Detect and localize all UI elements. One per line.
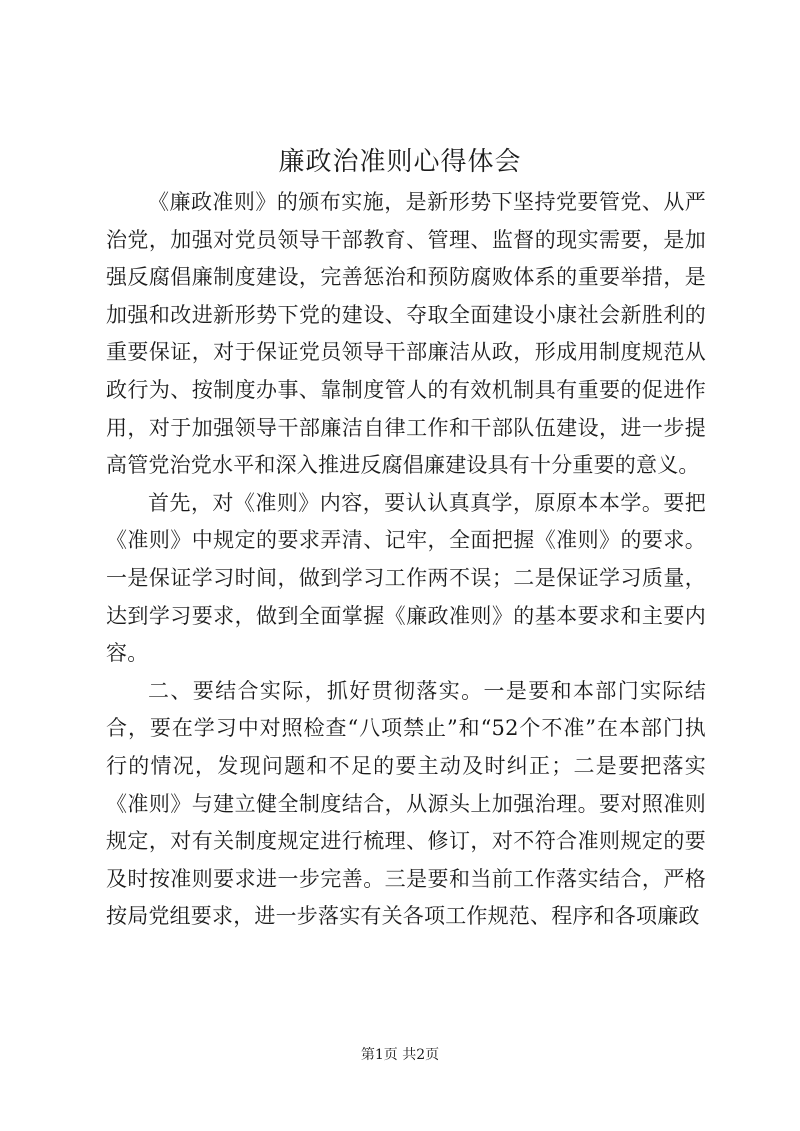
- paragraph-1: 《廉政准则》的颁布实施，是新形势下坚持党要管党、从严治党，加强对党员领导干部教育、管理、监督的现实需要，是加强反腐倡廉制度建设，完善惩治和预防腐败体系的重要举措，是加强和改进新形势下党的建设、夺取全面建设小康社会新胜利的重要保证，对于保证党员领导干部廉洁从政，形成用制度规范从政行为、按制度办事、靠制度管人的有效机制具有重要的促进作用，对于加强领导干部廉洁自律工作和干部队伍建设，进一步提高管党治党水平和深入推进反腐倡廉建设具有十分重要的意义。: [106, 190, 706, 478]
- document-body: [106, 184, 706, 936]
- paragraph-2: 首先，对《准则》内容，要认认真真学，原原本本学。要把《准则》中规定的要求弄清、记牢，全面把握《准则》的要求。一是保证学习时间，做到学习工作两不误；二是保证学习质量，达到学习要求，做到全面掌握《廉政准则》的基本要求和主要内容。: [106, 490, 706, 666]
- page-number-footer: 第1页 共2页: [360, 1047, 440, 1063]
- paragraph-3: 二、要结合实际，抓好贯彻落实。一是要和本部门实际结合，要在学习中对照检查“八项禁止”和“52个不准”在本部门执行的情况，发现问题和不足的要主动及时纠正；二是要把落实《准则》与建立健全制度结合，从源头上加强治理。要对照准则规定，对有关制度规定进行梳理、修订，对不符合准则规定的要及时按准则要求进一步完善。三是要和当前工作落实结合，严格按局党组要求，进一步落实有关各项工作规范、程序和各项廉政: [106, 678, 706, 929]
- document-title: 廉政治准则心得体会: [278, 147, 522, 177]
